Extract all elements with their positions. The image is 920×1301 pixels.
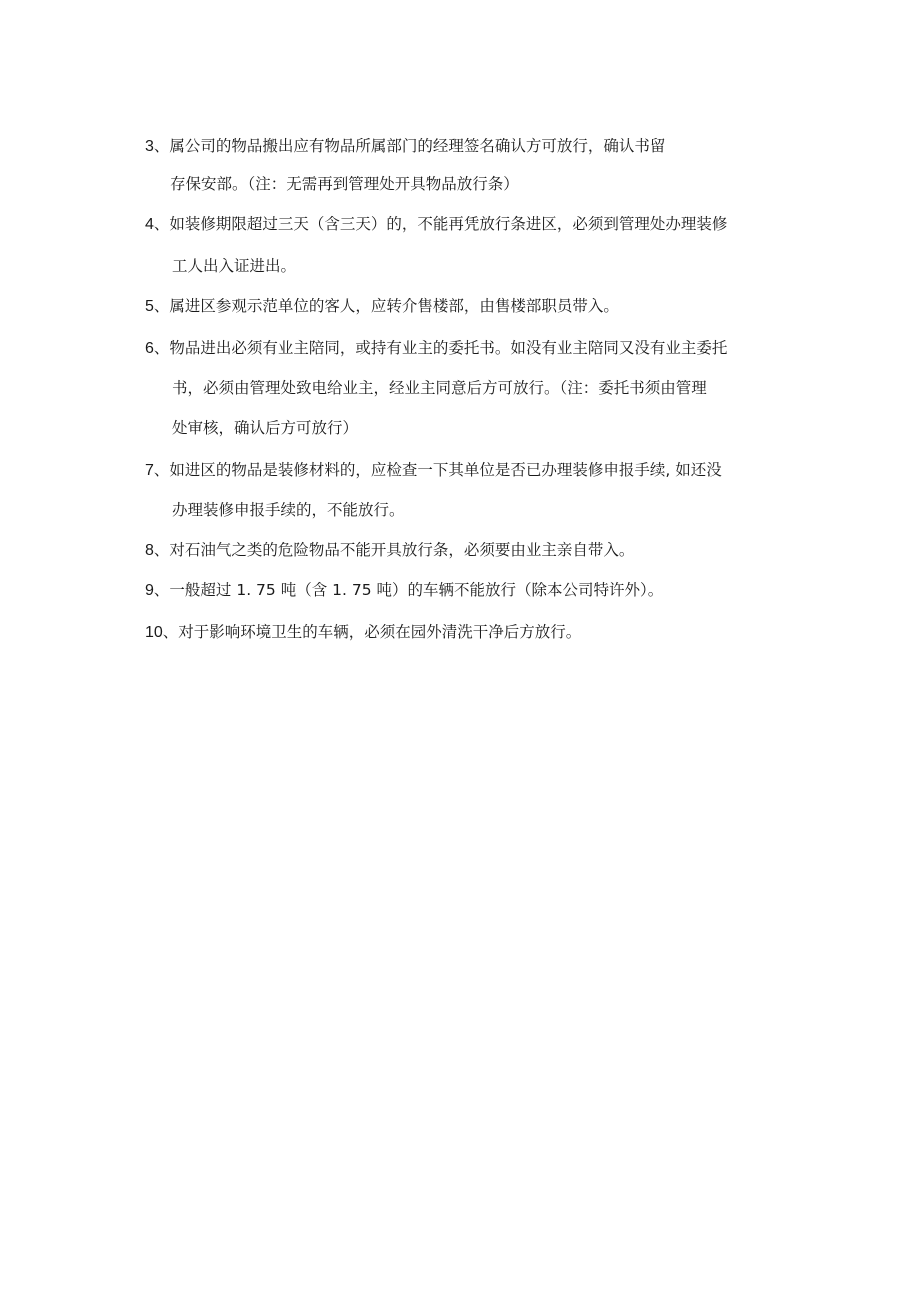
- list-item-5-line-1: [145, 296, 619, 317]
- list-item-6-line-3: [172, 418, 358, 438]
- list-item-3-line-1: [145, 136, 665, 157]
- item-number: 10: [145, 624, 163, 641]
- item-text: 、属进区参观示范单位的客人，应转介售楼部，由售楼部职员带入。: [153, 297, 619, 315]
- item-text-continuation: 办理装修申报手续的，不能放行。: [172, 501, 405, 519]
- list-item-3-line-2: [170, 174, 519, 194]
- item-number: 3: [145, 138, 154, 155]
- item-text: 、如装修期限超过三天（含三天）的，不能再凭放行条进区，必须到管理处办理装修: [153, 215, 728, 233]
- list-item-7-line-2: [172, 500, 405, 520]
- item-text: 、对于影响环境卫生的车辆，必须在园外清洗干净后方放行。: [162, 623, 582, 641]
- item-number: 9: [145, 582, 154, 599]
- item-text-continuation: 工人出入证进出。: [172, 257, 297, 275]
- item-number: 7: [145, 462, 154, 479]
- list-item-7-line-1: [145, 460, 722, 481]
- list-item-4-line-2: [172, 256, 296, 276]
- item-text-continuation: 存保安部。（注：无需再到管理处开具物品放行条）: [170, 175, 519, 193]
- item-text-continuation: 处审核，确认后方可放行）: [172, 419, 359, 437]
- item-number: 6: [145, 340, 154, 357]
- item-number: 8: [145, 542, 154, 559]
- list-item-6-line-2: [172, 378, 707, 398]
- item-number: 4: [145, 216, 154, 233]
- item-text: 、如进区的物品是装修材料的，应检查一下其单位是否已办理装修申报手续, 如还没: [153, 461, 722, 479]
- item-text: 、属公司的物品搬出应有物品所属部门的经理签名确认方可放行，确认书留: [153, 137, 666, 155]
- list-item-8-line-1: [145, 540, 634, 561]
- item-number: 5: [145, 298, 154, 315]
- list-item-10-line-1: [145, 622, 581, 643]
- list-item-6-line-1: [145, 338, 727, 359]
- item-text: 、对石油气之类的危险物品不能开具放行条，必须要由业主亲自带入。: [153, 541, 635, 559]
- list-item-4-line-1: [145, 214, 727, 235]
- list-item-9-line-1: [145, 580, 663, 601]
- item-text-continuation: 书，必须由管理处致电给业主，经业主同意后方可放行。（注：委托书须由管理: [172, 379, 707, 397]
- item-text: 、物品进出必须有业主陪同，或持有业主的委托书。如没有业主陪同又没有业主委托: [153, 339, 728, 357]
- item-text: 、一般超过 1. 75 吨（含 1. 75 吨）的车辆不能放行（除本公司特许外）。: [153, 581, 664, 599]
